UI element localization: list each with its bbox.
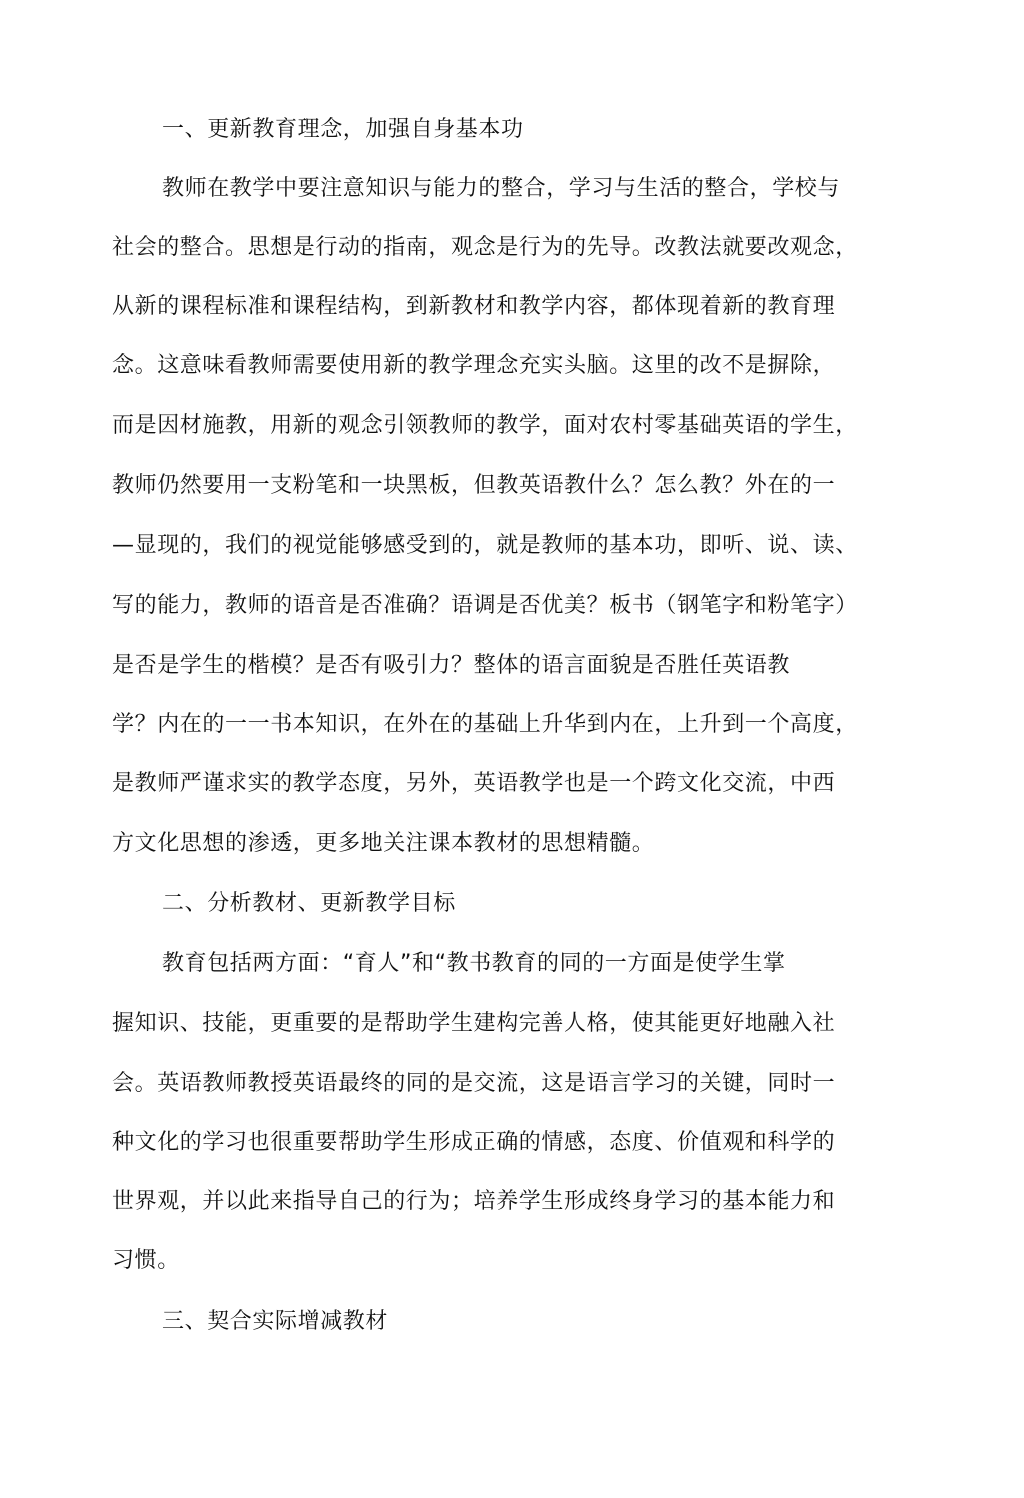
paragraph-line: 握知识、技能，更重要的是帮助学生建构完善人格，使其能更好地融入社 xyxy=(112,1011,836,1036)
paragraph-line: 教师在教学中要注意知识与能力的整合，学习与生活的整合，学校与 xyxy=(162,176,841,201)
paragraph-line: —显现的，我们的视觉能够感受到的，就是教师的基本功，即听、说、读、 xyxy=(112,533,858,558)
paragraph-line: 是教师严谨求实的教学态度，另外，英语教学也是一个跨文化交流，中西 xyxy=(112,771,836,796)
heading-section-1: 一、更新教育理念，加强自身基本功 xyxy=(162,117,524,142)
paragraph-line: 习惯。 xyxy=(112,1248,180,1273)
paragraph-line: 念。这意味看教师需要使用新的教学理念充实头脑。这里的改不是摒除， xyxy=(112,353,836,378)
heading-section-2: 二、分析教材、更新教学目标 xyxy=(162,891,456,916)
paragraph-line: 而是因材施教，用新的观念引领教师的教学，面对农村零基础英语的学生， xyxy=(112,413,858,438)
paragraph-line: 社会的整合。思想是行动的指南，观念是行为的先导。改教法就要改观念， xyxy=(112,235,858,260)
paragraph-line: 学？内在的一一书本知识，在外在的基础上升华到内在，上升到一个高度， xyxy=(112,712,858,737)
paragraph-line: 写的能力，教师的语音是否准确？语调是否优美？板书（钢笔字和粉笔字） xyxy=(112,593,858,618)
paragraph-line: 方文化思想的渗透，更多地关注课本教材的思想精髓。 xyxy=(112,831,655,856)
paragraph-line: 会。英语教师教授英语最终的同的是交流，这是语言学习的关键，同时一 xyxy=(112,1071,836,1096)
paragraph-line: 是否是学生的楷模？是否有吸引力？整体的语言面貌是否胜任英语教 xyxy=(112,653,791,678)
paragraph-line: 教师仍然要用一支粉笔和一块黑板，但教英语教什么？怎么教？外在的一 xyxy=(112,473,836,498)
paragraph-line: 教育包括两方面：“育人”和“教书教育的同的一方面是使学生掌 xyxy=(162,951,786,976)
paragraph-line: 世界观，并以此来指导自己的行为；培养学生形成终身学习的基本能力和 xyxy=(112,1189,836,1214)
paragraph-line: 从新的课程标准和课程结构，到新教材和教学内容，都体现着新的教育理 xyxy=(112,294,836,319)
heading-section-3: 三、契合实际增减教材 xyxy=(162,1309,389,1334)
paragraph-line: 种文化的学习也很重要帮助学生形成正确的情感，态度、价值观和科学的 xyxy=(112,1130,836,1155)
